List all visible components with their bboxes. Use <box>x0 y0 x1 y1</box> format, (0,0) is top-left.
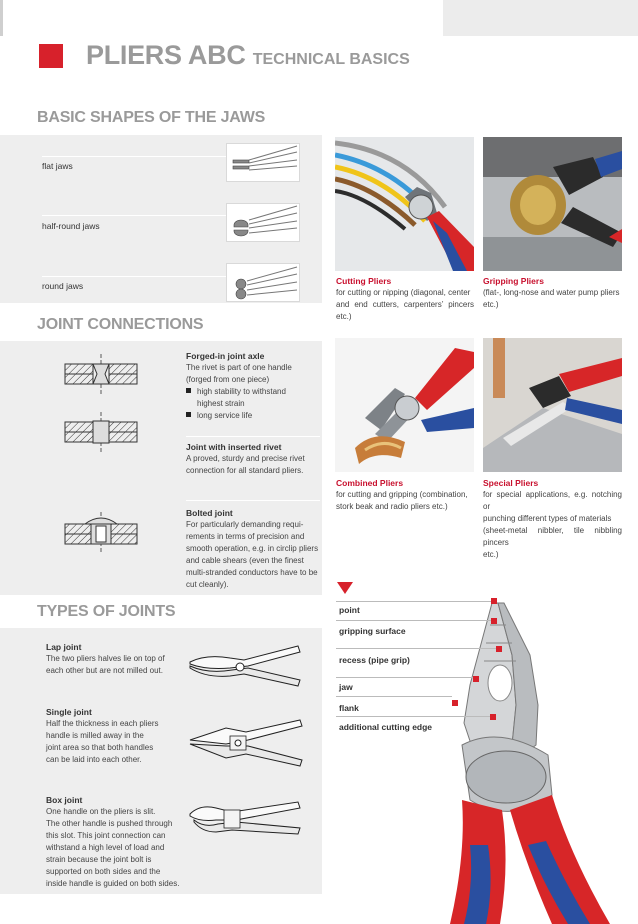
type-lap-line: each other but are not milled out. <box>46 666 163 675</box>
category-gripping-line: etc.) <box>483 300 499 309</box>
type-box-line: The other handle is pushed through <box>46 819 173 828</box>
joint-rule <box>186 436 320 437</box>
joint-bolted-line: rements in terms of precision and <box>186 532 305 541</box>
type-box-line: One handle on the pliers is slit. <box>46 807 156 816</box>
joint-bolted-title: Bolted joint <box>186 508 233 518</box>
marker-flank-icon <box>452 700 458 706</box>
jaws-heading: BASIC SHAPES OF THE JAWS <box>37 109 266 126</box>
type-single-line: can be laid into each other. <box>46 755 142 764</box>
joint-forged-line: (forged from one piece) <box>186 375 270 384</box>
combined-pliers-photo <box>335 338 474 472</box>
anatomy-label-jaw: jaw <box>339 682 353 692</box>
page-edge-bar <box>0 0 3 36</box>
combined-pliers-image-icon <box>335 338 474 472</box>
half-round-jaws-thumb <box>226 203 300 242</box>
category-cutting-title: Cutting Pliers <box>336 276 392 286</box>
marker-cutting-edge-icon <box>490 714 496 720</box>
type-single-line: joint area so that both handles <box>46 743 154 752</box>
anatomy-rule <box>336 620 491 621</box>
type-box-joint <box>46 795 186 890</box>
type-box-line: withstand a high level of load and <box>46 843 165 852</box>
joint-inserted-title: Joint with inserted rivet <box>186 442 282 452</box>
type-single-line: handle is milled away in the <box>46 731 144 740</box>
page-title-main: PLIERS ABC <box>86 40 246 70</box>
joint-bolted-line: and cable shears (even the finest <box>186 556 304 565</box>
marker-recess-icon <box>496 646 502 652</box>
title-square-icon <box>39 44 63 68</box>
combination-pliers-anatomy-icon <box>440 595 638 924</box>
category-special-line: (sheet-metal nibbler, tile nibbling pincers <box>483 526 622 547</box>
anatomy-label-gripping-surface: gripping surface <box>339 626 406 636</box>
special-pliers-image-icon <box>483 338 622 472</box>
round-jaws-thumb <box>226 263 300 302</box>
category-cutting <box>336 276 474 323</box>
joint-forged-line: The rivet is part of one handle <box>186 363 292 372</box>
cutting-pliers-photo <box>335 137 474 271</box>
single-joint-pliers-icon <box>186 714 304 772</box>
joint-inserted-line: A proved, sturdy and precise rivet <box>186 454 305 463</box>
category-special-title: Special Pliers <box>483 478 539 488</box>
cutting-pliers-image-icon <box>335 137 474 271</box>
type-lap-title: Lap joint <box>46 642 82 652</box>
marker-jaw-icon <box>473 676 479 682</box>
gripping-pliers-image-icon <box>483 137 622 271</box>
joint-forged-title: Forged-in joint axle <box>186 351 265 361</box>
bullet-icon <box>186 412 191 417</box>
joint-bolted <box>186 508 320 591</box>
joint-forged <box>186 351 320 422</box>
joint-rule <box>186 500 320 501</box>
anatomy-rule <box>336 648 496 649</box>
box-joint-pliers-icon <box>186 792 304 840</box>
joints-heading: JOINT CONNECTIONS <box>37 316 204 333</box>
type-single-title: Single joint <box>46 707 92 717</box>
category-combined <box>336 478 474 513</box>
jaw-rule <box>42 156 226 157</box>
type-box-title: Box joint <box>46 795 83 805</box>
jaw-rule <box>42 215 226 216</box>
round-jaws-icon <box>227 264 301 303</box>
joint-forged-bullet <box>186 410 320 422</box>
anatomy-rule <box>336 677 473 678</box>
category-cutting-line: and end cutters, carpenters’ pincers etc.) <box>336 300 474 321</box>
special-pliers-photo <box>483 338 622 472</box>
type-single-joint <box>46 707 186 766</box>
marker-point-icon <box>491 598 497 604</box>
jaw-label-flat: flat jaws <box>42 161 73 171</box>
type-lap-line: The two pliers halves lie on top of <box>46 654 165 663</box>
flat-jaws-thumb <box>226 143 300 182</box>
joint-forged-bullet-cont: highest strain <box>197 399 245 408</box>
anatomy-label-flank: flank <box>339 703 359 713</box>
anatomy-label-cutting-edge: additional cutting edge <box>339 722 433 732</box>
pointer-triangle-icon <box>337 582 353 594</box>
category-cutting-line: for cutting or nipping (diagonal, center <box>336 288 471 297</box>
anatomy-rule <box>336 696 452 697</box>
forged-joint-diagram-icon <box>55 352 155 398</box>
type-single-line: Half the thickness in each pliers <box>46 719 159 728</box>
anatomy-rule <box>336 601 491 602</box>
jaw-label-round: round jaws <box>42 281 84 291</box>
bolted-joint-diagram-icon <box>55 510 155 556</box>
joint-inserted-line: connection for all standard pliers. <box>186 466 304 475</box>
anatomy-rule <box>336 716 490 717</box>
category-special <box>483 478 622 561</box>
flat-jaws-icon <box>227 144 301 183</box>
half-round-jaws-icon <box>227 204 301 243</box>
category-gripping <box>483 276 622 311</box>
inserted-rivet-diagram-icon <box>55 410 155 456</box>
category-special-line: etc.) <box>483 550 499 559</box>
anatomy-label-point: point <box>339 605 360 615</box>
header-tab <box>443 0 638 36</box>
jaw-rule <box>42 276 226 277</box>
joint-bolted-line: smooth operation, e.g. in circlip pliers <box>186 544 319 553</box>
category-gripping-line: (flat-, long-nose and water pump pliers <box>483 288 620 297</box>
jaw-label-half-round: half-round jaws <box>42 221 100 231</box>
page-subtitle: TECHNICAL BASICS <box>252 51 410 68</box>
category-combined-title: Combined Pliers <box>336 478 404 488</box>
category-special-line: for special applications, e.g. notching or <box>483 490 622 511</box>
type-box-line: this slot. This joint connection can <box>46 831 166 840</box>
category-combined-line: for cutting and gripping (combination, <box>336 490 468 499</box>
type-box-line: inside handle is guided on both sides. <box>46 879 180 888</box>
type-box-line: supported on both sides and the <box>46 867 161 876</box>
anatomy-label-recess: recess (pipe grip) <box>339 655 410 665</box>
bullet-text: high stability to withstand <box>197 387 286 396</box>
type-box-line: strain because the joint bolt is <box>46 855 152 864</box>
category-special-line: punching different types of materials <box>483 514 612 523</box>
joint-bolted-line: For particularly demanding requi- <box>186 520 304 529</box>
types-heading: TYPES OF JOINTS <box>37 603 176 620</box>
joint-inserted-rivet <box>186 442 320 477</box>
joint-bolted-line: multi-stranded conductors have to be <box>186 568 318 577</box>
joint-bolted-line: cut cleanly). <box>186 580 229 589</box>
bullet-icon <box>186 388 191 393</box>
category-gripping-title: Gripping Pliers <box>483 276 544 286</box>
category-combined-line: stork beak and radio pliers etc.) <box>336 502 448 511</box>
type-lap-joint <box>46 642 186 677</box>
marker-gripping-surface-icon <box>491 618 497 624</box>
joint-forged-bullet <box>186 386 320 398</box>
bullet-text: long service life <box>197 411 253 420</box>
gripping-pliers-photo <box>483 137 622 271</box>
page-title <box>86 40 410 71</box>
lap-joint-pliers-icon <box>186 640 304 692</box>
